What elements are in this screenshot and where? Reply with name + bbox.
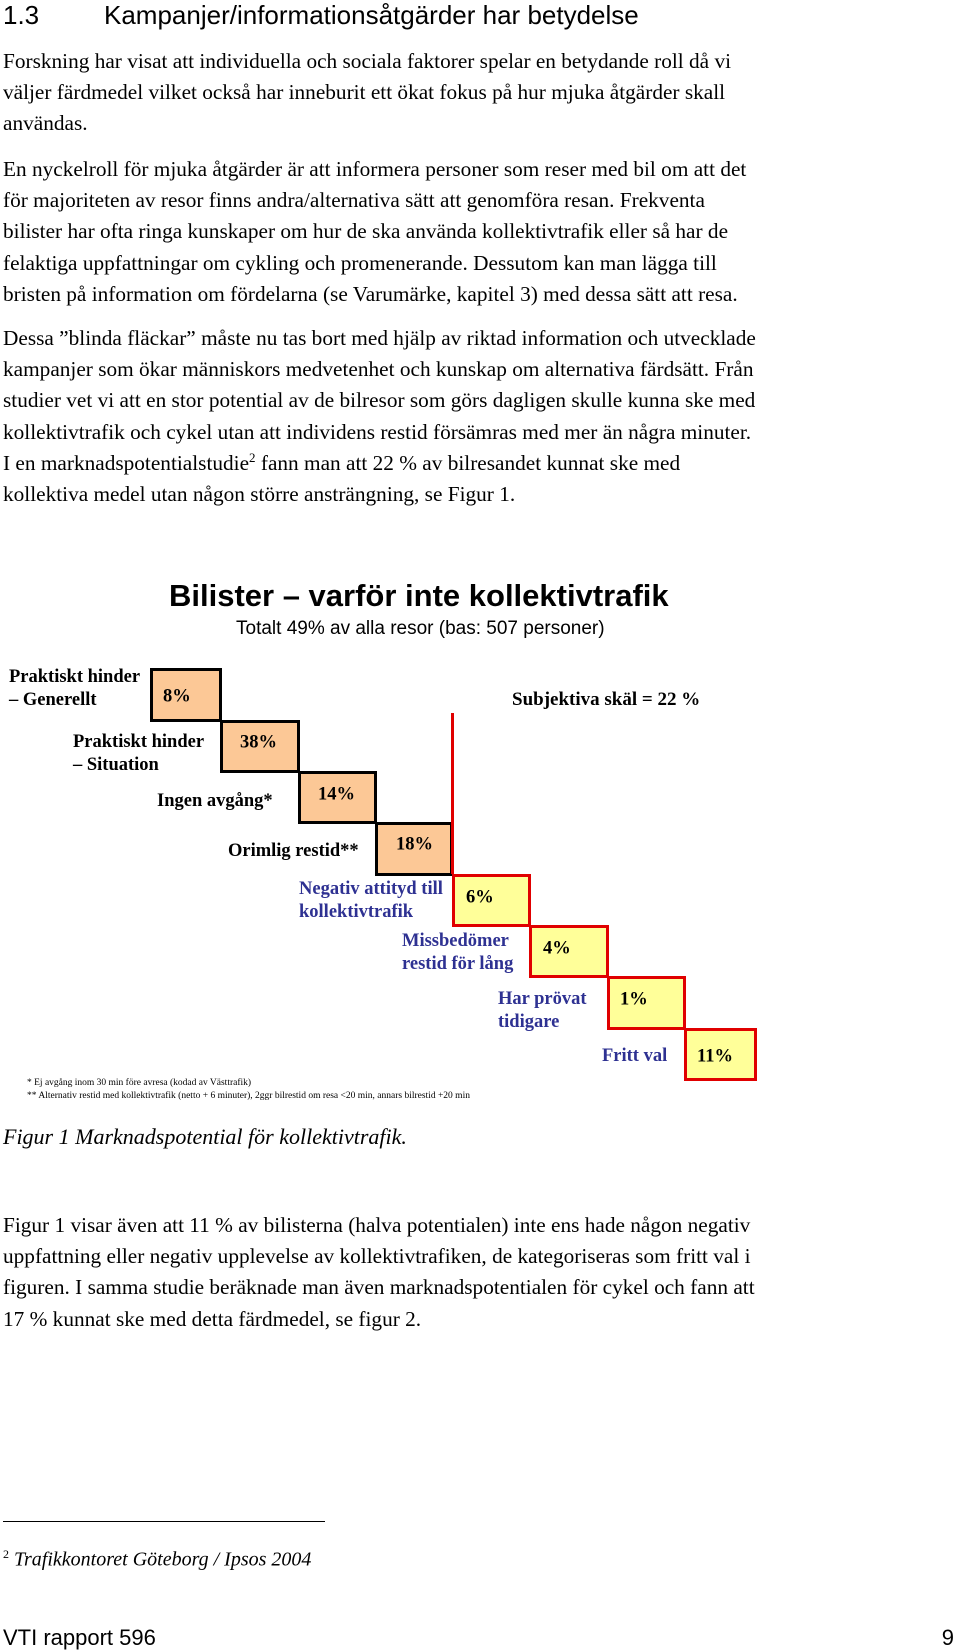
step-value: 11% <box>697 1046 733 1067</box>
step-label <box>602 1045 667 1068</box>
text-line: uppfattning eller negativ upplevelse av kollektivtrafiken, de kategoriseras som fritt val i <box>3 1244 751 1269</box>
text-line: Dessa ”blinda fläckar” måste nu tas bort med hjälp av riktad information och utvecklade <box>3 326 756 350</box>
step-label <box>9 666 140 712</box>
label-line: Ingen avgång* <box>157 791 273 811</box>
label-line: tidigare <box>498 1012 560 1032</box>
text-line: studier vet vi att en stor potential av de bilresor som görs dagligen skulle kunna ske med <box>3 388 756 413</box>
step-value: 18% <box>396 834 433 855</box>
step-value: 14% <box>318 784 355 805</box>
text-line: kollektivtrafik och cykel utan att individens restid försämras med mer än några minuter. <box>3 419 752 444</box>
label-line: Missbedömer <box>402 931 509 951</box>
label-line: – Generellt <box>9 690 97 710</box>
text-line: kampanjer som ökar människors medvetenhet och kunskap om alternativa färdsätt. Från <box>3 357 754 382</box>
label-line: Praktiskt hinder <box>9 667 141 687</box>
label-line: Negativ attityd till <box>299 879 443 899</box>
paragraph-3 <box>3 323 756 510</box>
text-line: väljer färdmedel vilket också har inneburit ett ökat fokus på hur mjuka åtgärder skall <box>3 80 726 105</box>
footnote-divider <box>3 1521 325 1522</box>
subjective-reasons-label: Subjektiva skäl = 22 % <box>512 689 701 710</box>
text-line: Figur 1 visar även att 11 % av bilisterna (halva potentialen) inte ens hade någon negativ <box>3 1213 751 1237</box>
step-label <box>402 930 513 976</box>
text-line <box>3 448 756 479</box>
paragraph-2 <box>3 154 746 310</box>
step-label <box>498 988 587 1034</box>
step-value: 1% <box>620 989 648 1010</box>
footnote-text: Trafikkontoret Göteborg / Ipsos 2004 <box>14 1548 312 1571</box>
label-line: Orimlig restid** <box>228 841 359 861</box>
step-label <box>228 840 359 863</box>
section-heading <box>3 0 639 30</box>
label-line: Fritt val <box>602 1046 668 1066</box>
text-line: för majoriteten av resor finns andra/alternativa sätt att genomföra resan. Frekventa <box>3 188 705 213</box>
text-line: användas. <box>3 111 88 136</box>
footnote-number: 2 <box>3 1547 9 1561</box>
figure-caption: Figur 1 Marknadspotential för kollektivtrafik. <box>3 1124 407 1149</box>
step-value: 6% <box>466 887 494 908</box>
text-line: En nyckelroll för mjuka åtgärder är att informera personer som reser med bil om att det <box>3 157 747 181</box>
report-name: VTI rapport 596 <box>3 1625 156 1650</box>
text-line: felaktiga uppfattningar om cykling och promenerande. Dessutom kan man lägga till <box>3 250 717 275</box>
text-span: fann man att 22 % av bilresandet kunnat ske med <box>255 450 681 475</box>
text-line: Forskning har visat att individuella och sociala faktorer spelar en betydande roll då vi <box>3 49 732 73</box>
subjective-divider-line <box>451 713 454 874</box>
text-line: figuren. I samma studie beräknade man även marknadspotentialen för cykel och fann att <box>3 1275 755 1300</box>
label-line: restid för lång <box>402 954 514 974</box>
paragraph-4 <box>3 1210 755 1335</box>
step-value: 8% <box>163 686 191 707</box>
page-footnote <box>3 1547 311 1572</box>
text-line: 17 % kunnat ske med detta färdmedel, se figur 2. <box>3 1306 422 1331</box>
text-line: bilister har ofta ringa kunskaper om hur de ska använda kollektivtrafik eller så har de <box>3 219 729 244</box>
figure-subtitle: Totalt 49% av alla resor (bas: 507 personer) <box>236 618 605 639</box>
label-line: Praktiskt hinder <box>73 732 205 752</box>
figure-title: Bilister – varför inte kollektivtrafik <box>169 578 669 613</box>
text-span: I en marknadspotentialstudie <box>3 450 250 475</box>
section-title: Kampanjer/informationsåtgärder har betydelse <box>104 0 639 30</box>
page-number: 9 <box>941 1625 954 1650</box>
step-label <box>73 731 204 777</box>
label-line: kollektivtrafik <box>299 902 414 922</box>
footnote-ref[interactable]: 2 <box>249 449 256 465</box>
step-value: 38% <box>240 732 277 753</box>
figure-footnote-1: * Ej avgång inom 30 min före avresa (kodad av Västtrafik) <box>27 1078 252 1088</box>
label-line: – Situation <box>73 755 159 775</box>
section-number: 1.3 <box>3 0 40 30</box>
paragraph-1 <box>3 46 731 140</box>
step-label <box>157 790 273 813</box>
step-value: 4% <box>543 938 571 959</box>
step-label <box>299 878 443 924</box>
text-line: bristen på information om fördelarna (se Varumärke, kapitel 3) med dessa sätt att resa. <box>3 281 738 306</box>
figure-footnote-2: ** Alternativ restid med kollektivtrafik (netto + 6 minuter), 2ggr bilrestid om resa <20 min, annars bilrestid +20 min <box>27 1091 470 1101</box>
label-line: Har prövat <box>498 989 587 1009</box>
text-line: kollektiva medel utan någon större ansträngning, se Figur 1. <box>3 482 516 507</box>
